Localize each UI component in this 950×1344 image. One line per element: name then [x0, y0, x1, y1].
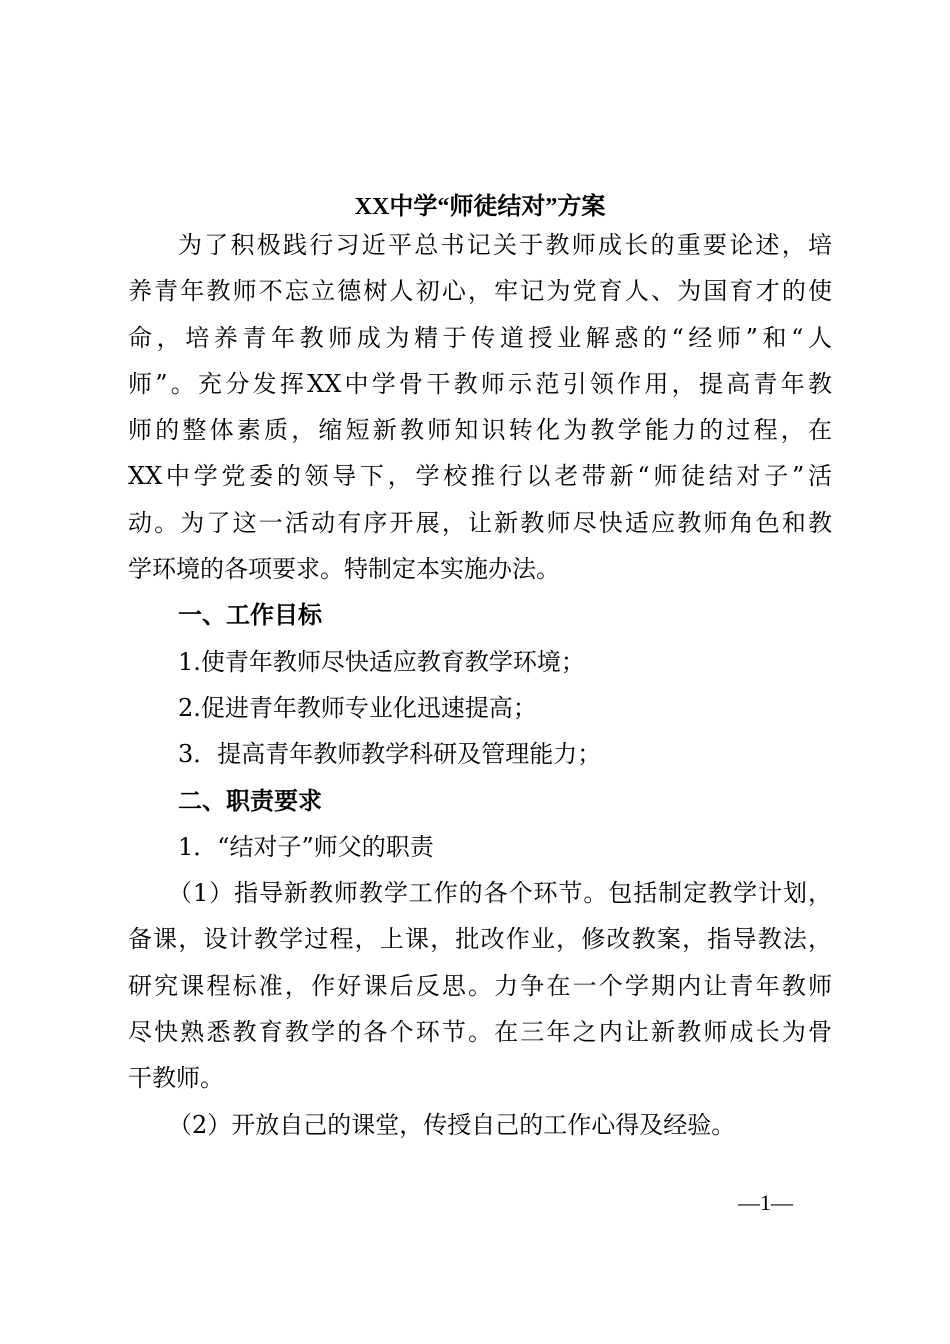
- text-line: 学环境的各项要求。特制定本实施办法。: [128, 555, 560, 584]
- text-line: 研究课程标准，作好课后反思。力争在一个学期内让青年教师: [128, 971, 832, 1000]
- text-line: 干教师。: [128, 1064, 224, 1093]
- section-heading: 一、工作目标: [178, 601, 322, 630]
- section-heading: 二、职责要求: [178, 786, 322, 815]
- text-line: 尽快熟悉教育教学的各个环节。在三年之内让新教师成长为骨: [128, 1018, 832, 1047]
- document-title: XX中学“师徒结对”方案: [354, 194, 606, 220]
- document-body: [128, 222, 832, 1148]
- text-line: 动。为了这一活动有序开展，让新教师尽快适应教师角色和教: [128, 508, 832, 537]
- text-line: （1）指导新教师教学工作的各个环节。包括制定教学计划，: [168, 879, 832, 908]
- text-line: 为了积极践行习近平总书记关于教师成长的重要论述，培: [178, 231, 832, 259]
- text-line: 师”。充分发挥XX中学骨干教师示范引领作用，提高青年教: [128, 369, 832, 398]
- text-line: 命，培养青年教师成为精于传道授业解惑的“经师”和“人: [128, 323, 832, 352]
- text-line: （2）开放自己的课堂，传授自己的工作心得及经验。: [168, 1110, 736, 1139]
- text-line: 师的整体素质，缩短新教师知识转化为教学能力的过程，在: [128, 416, 832, 445]
- text-line: 养青年教师不忘立德树人初心，牢记为党育人、为国育才的使: [128, 277, 832, 306]
- list-item: 3．提高青年教师教学科研及管理能力；: [178, 740, 602, 769]
- list-item: 2.促进青年教师专业化迅速提高；: [178, 693, 537, 722]
- text-line: XX中学党委的领导下，学校推行以老带新“师徒结对子”活: [128, 462, 832, 491]
- subheading: 1．“结对子”师父的职责: [178, 832, 434, 861]
- list-item: 1.使青年教师尽快适应教育教学环境；: [178, 647, 585, 676]
- page-number: —1—: [738, 1190, 793, 1215]
- text-line: 备课，设计教学过程，上课，批改作业，修改教案，指导教法，: [128, 925, 832, 954]
